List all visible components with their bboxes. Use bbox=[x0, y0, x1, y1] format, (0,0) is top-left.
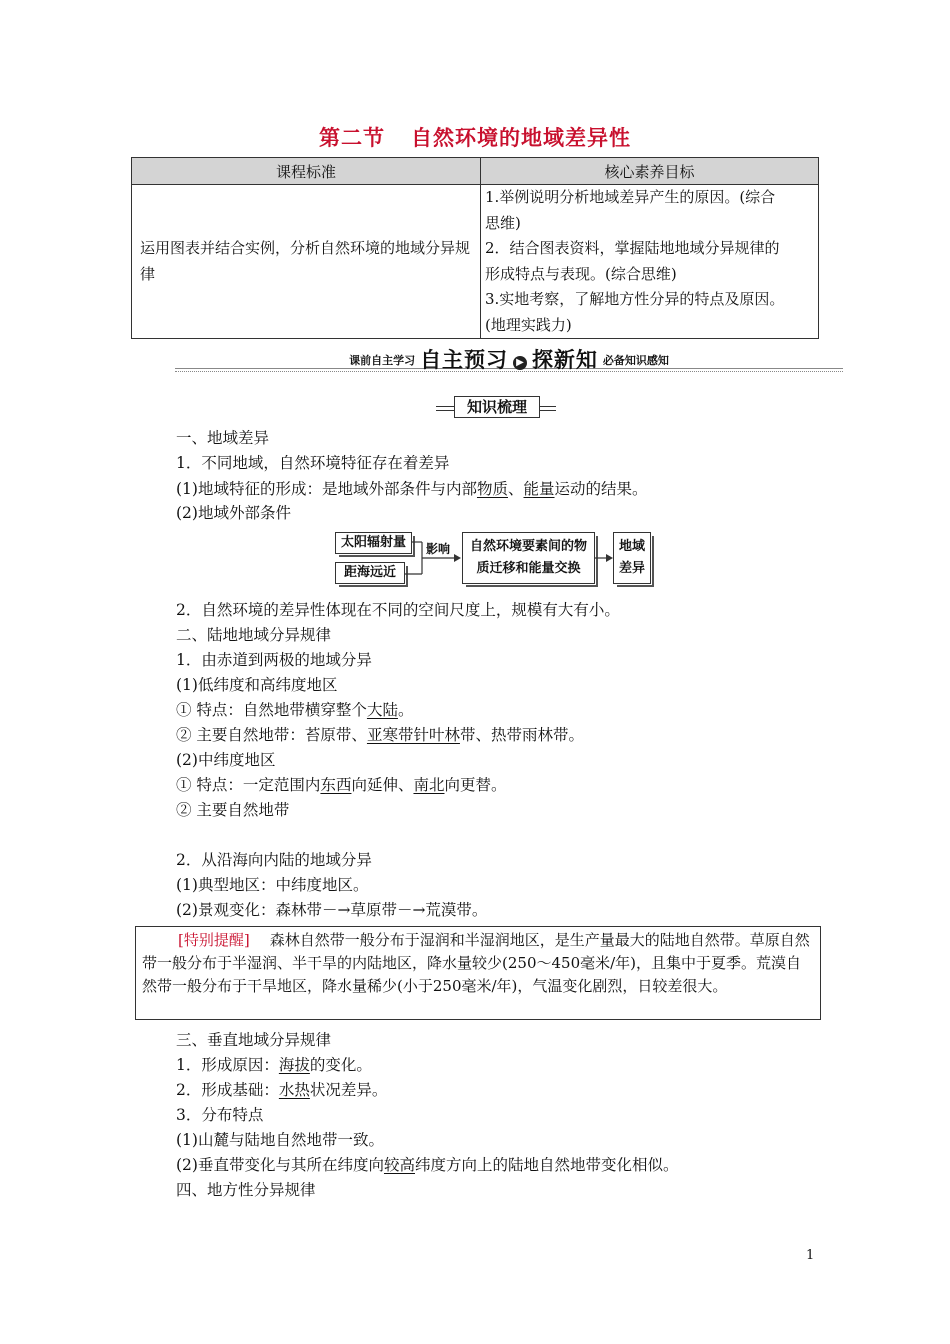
goal-line: 1.举例说明分析地域差异产生的原因。(综合 bbox=[485, 188, 776, 206]
flow-box-line: 质迁移和能量交换 bbox=[476, 561, 581, 576]
answer-blank: 亚寒带针叶林 bbox=[366, 726, 460, 744]
flow-box-regional-difference bbox=[613, 532, 651, 584]
banner-title-1: 自主预习 bbox=[420, 348, 509, 372]
flow-box-solar-radiation: 太阳辐射量 bbox=[335, 532, 412, 554]
arrow-right-icon: ▶ bbox=[513, 356, 527, 370]
goal-line: 形成特点与表现。(综合思维) bbox=[485, 264, 677, 283]
text-line: ① 特点：自然地带横穿整个大陆。 bbox=[176, 701, 414, 719]
text-line: 2．从沿海向内陆的地域分异 bbox=[176, 851, 372, 869]
text-line: (2)地域外部条件 bbox=[176, 504, 291, 522]
answer-blank: 大陆 bbox=[366, 701, 398, 719]
banner-right-caption: 必备知识感知 bbox=[602, 354, 669, 367]
curriculum-standard-cell: 运用图表并结合实例，分析自然环境的地域分异规律 bbox=[132, 185, 481, 339]
text-line: 1．不同地域，自然环境特征存在着差异 bbox=[176, 454, 450, 472]
answer-blank: 水热 bbox=[278, 1081, 310, 1099]
page-title bbox=[0, 122, 950, 152]
goal-line: 3.实地考察，了解地方性分异的特点及原因。 bbox=[485, 290, 785, 308]
heading-vertical-zonation: 三、垂直地域分异规律 bbox=[176, 1031, 332, 1049]
page-number: 1 bbox=[806, 1248, 815, 1263]
text-line: 2．自然环境的差异性体现在不同的空间尺度上，规模有大有小。 bbox=[176, 601, 620, 619]
text-line: (1)地域特征的形成：是地域外部条件与内部物质、能量运动的结果。 bbox=[176, 480, 648, 498]
core-literacy-cell bbox=[481, 185, 819, 339]
text-line: (1)山麓与陆地自然地带一致。 bbox=[176, 1131, 384, 1149]
answer-blank: 东西 bbox=[320, 776, 352, 794]
text-line: ② 主要自然地带：苔原带、亚寒带针叶林带、热带雨林带。 bbox=[176, 726, 584, 744]
text-line: (1)典型地区：中纬度地区。 bbox=[176, 876, 369, 894]
flow-box-line: 地域 bbox=[618, 539, 645, 554]
answer-blank: 较高 bbox=[383, 1156, 415, 1174]
text-line: 2．形成基础：水热状况差异。 bbox=[176, 1081, 388, 1099]
text-line: ① 特点：一定范围内东西向延伸、南北向更替。 bbox=[176, 776, 507, 794]
answer-blank: 能量 bbox=[523, 480, 555, 498]
text-line: (2)景观变化：森林带－→草原带－→荒漠带。 bbox=[176, 901, 488, 919]
heading-regional-difference: 一、地域差异 bbox=[176, 429, 270, 447]
section-number: 第二节 bbox=[319, 126, 385, 150]
text-line: 1．由赤道到两极的地域分异 bbox=[176, 651, 372, 669]
flow-label-influence: 影响 bbox=[426, 542, 451, 556]
text-line: (2)垂直带变化与其所在纬度向较高纬度方向上的陆地自然地带变化相似。 bbox=[176, 1156, 679, 1174]
goal-line: 2．结合图表资料，掌握陆地地域分异规律的 bbox=[485, 239, 780, 257]
text-line: (1)低纬度和高纬度地区 bbox=[176, 676, 338, 694]
flow-box-line: 自然环境要素间的物 bbox=[469, 539, 587, 554]
knowledge-badge bbox=[436, 396, 556, 416]
special-reminder-box bbox=[135, 926, 821, 1020]
heading-local-zonation: 四、地方性分异规律 bbox=[176, 1181, 316, 1199]
answer-blank: 物质 bbox=[476, 480, 508, 498]
banner-title-2: 探新知 bbox=[531, 348, 598, 372]
goal-line: (地理实践力) bbox=[485, 315, 572, 334]
answer-blank: 南北 bbox=[413, 776, 445, 794]
header-curriculum-standard: 课程标准 bbox=[132, 158, 481, 185]
answer-blank: 海拔 bbox=[278, 1056, 310, 1074]
flow-box-material-energy-exchange bbox=[462, 532, 595, 584]
special-reminder-tag: [特别提醒] bbox=[178, 931, 250, 949]
header-core-literacy: 核心素养目标 bbox=[481, 158, 819, 185]
external-conditions-diagram bbox=[333, 527, 653, 589]
text-line: ② 主要自然地带 bbox=[176, 801, 290, 819]
banner-left-caption: 课前自主学习 bbox=[349, 354, 416, 367]
text-line: 3．分布特点 bbox=[176, 1106, 264, 1124]
heading-land-zonation: 二、陆地地域分异规律 bbox=[176, 626, 332, 644]
text-line: 1．形成原因：海拔的变化。 bbox=[176, 1056, 372, 1074]
knowledge-badge-label: 知识梳理 bbox=[454, 396, 540, 418]
curriculum-table bbox=[131, 157, 819, 339]
flow-box-line: 差异 bbox=[618, 561, 645, 576]
section-title: 自然环境的地域差异性 bbox=[411, 126, 631, 150]
section-banner bbox=[175, 344, 843, 374]
special-reminder-text: 森林自然带一般分布于湿润和半湿润地区，是生产量最大的陆地自然带。草原自然带一般分布于半湿润、半干旱的内陆地区，降水量较少(250～450毫米/年)，且集中于夏季。荒漠自然带一般分布于干旱地区，降水量稀少(小于250毫米/年)，气温变化剧烈，日较差很大。 bbox=[142, 931, 810, 995]
goal-line: 思维) bbox=[485, 213, 521, 232]
flow-box-distance-to-sea: 距海远近 bbox=[335, 562, 405, 584]
text-line: (2)中纬度地区 bbox=[176, 751, 276, 769]
